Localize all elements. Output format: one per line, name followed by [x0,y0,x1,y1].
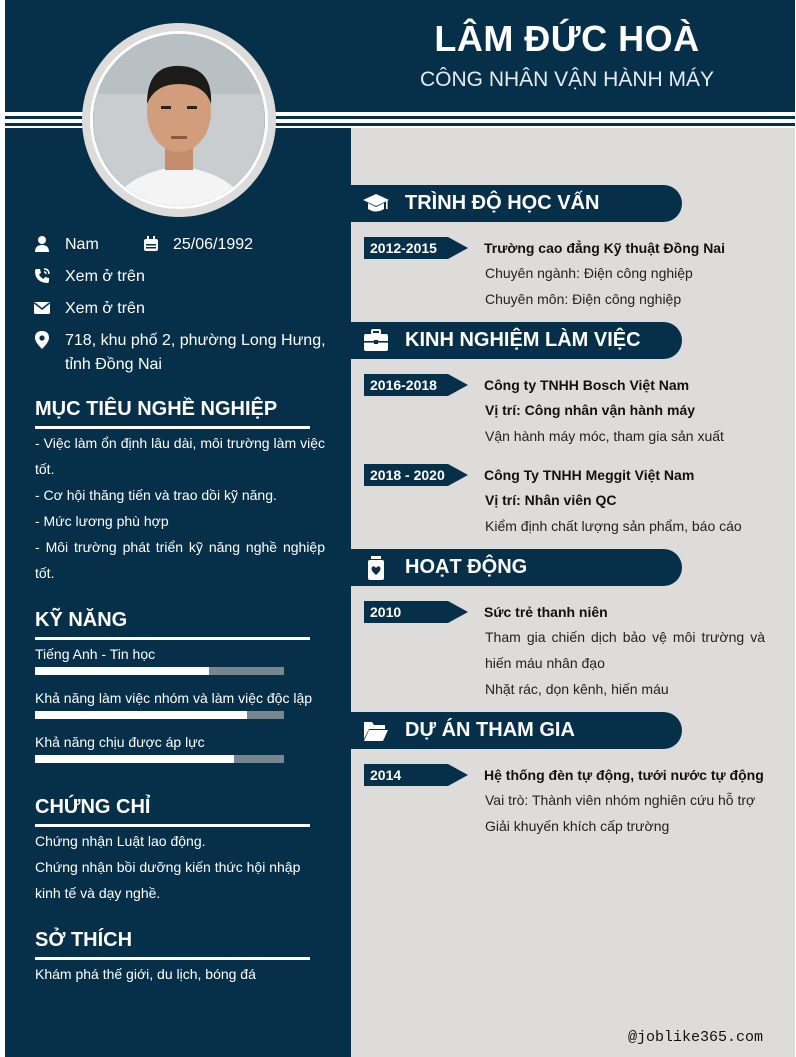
briefcase-icon [363,328,389,354]
skills-title: KỸ NĂNG [35,609,128,631]
date-label: 2012-2015 [370,240,437,256]
date-label: 2018 - 2020 [370,467,445,483]
job-position: Vị trí: Nhân viên QC [485,492,617,508]
email: Xem ở trên [65,300,145,317]
certificates-title: CHỨNG CHỈ [35,796,151,818]
birthday: 25/06/1992 [173,236,254,253]
skill-bar [35,755,284,763]
skill-bar-fill [35,755,234,763]
phone: Xem ở trên [65,268,145,285]
skill-label: Khả năng chịu được áp lực [35,734,205,750]
education-detail: Chuyên ngành: Điện công nghiệp [485,265,693,281]
phone-icon [33,267,51,285]
skill-label: Khả năng làm việc nhóm và làm việc độc lập [35,690,313,706]
project-detail: Vai trò: Thành viên nhóm nghiên cứu hỗ trợ [485,792,756,808]
activities-header [351,549,682,586]
education-detail: Chuyên môn: Điện công nghiệp [485,291,682,307]
date-label: 2010 [370,604,402,620]
certificates-rule [35,824,310,827]
date-label: 2014 [370,767,402,783]
graduation-cap-icon [363,191,389,217]
objective-rule [35,426,310,429]
project-name: Hệ thống đèn tự động, tưới nước tự động [484,767,764,783]
experience-title: KINH NGHIỆM LÀM VIỆC [405,329,641,351]
address-line-1: 718, khu phố 2, phường Long Hưng, [65,332,326,349]
email-icon [33,299,51,317]
activity-org: Sức trẻ thanh niên [484,604,608,620]
address-line-2: tỉnh Đồng Nai [65,356,162,373]
job-description: Vận hành máy móc, tham gia sản xuất [485,428,724,444]
candidate-name: LÂM ĐỨC HOÀ [434,18,700,59]
hobbies-title: SỞ THÍCH [35,929,133,951]
gender: Nam [65,236,99,253]
certificate-line: Chứng nhận bồi dưỡng kiến thức hội nhập kinh tế và dạy nghề. [35,859,301,901]
activity-badge-icon [363,555,389,581]
projects-title: DỰ ÁN THAM GIA [405,719,575,741]
education-header [351,185,682,222]
footer-watermark: @joblike365.com [628,1029,764,1046]
company-name: Công Ty TNHH Meggit Việt Nam [484,467,695,483]
education-title: TRÌNH ĐỘ HỌC VẤN [405,192,600,214]
skill-bar-fill [35,711,247,719]
certificate-line: Chứng nhận Luật lao động. [35,833,206,849]
calendar-icon [142,235,160,253]
objective-line: - Môi trường phát triển kỹ năng nghề nghiệp tốt. [35,539,325,581]
skill-bar-fill [35,667,209,675]
person-icon [33,235,51,253]
objective-title: MỤC TIÊU NGHỀ NGHIỆP [35,398,278,420]
skill-bar [35,667,284,675]
experience-header [351,322,682,359]
objective-line: - Cơ hội thăng tiến và trao dồi kỹ năng. [35,487,277,503]
job-description: Kiểm định chất lượng sản phẩm, báo cáo [485,518,742,534]
skills-rule [35,637,310,640]
profile-photo [90,31,268,209]
project-detail: Giải khuyến khích cấp trường [485,818,670,834]
date-label: 2016-2018 [370,377,437,393]
hobbies-text: Khám phá thế giới, du lịch, bóng đá [35,966,256,982]
left-sidebar [5,128,351,1057]
objective-line: - Việc làm ổn định lâu dài, môi trường làm việc tốt. [35,435,325,477]
school-name: Trường cao đẳng Kỹ thuật Đồng Nai [484,240,725,256]
skill-bar [35,711,284,719]
hobbies-rule [35,957,310,960]
skill-label: Tiếng Anh - Tin học [35,646,156,662]
location-pin-icon [33,331,51,349]
company-name: Công ty TNHH Bosch Việt Nam [484,377,690,393]
activity-detail: Tham gia chiến dịch bảo vệ môi trường và hiến máu nhân đạo [485,629,765,671]
job-position: Vị trí: Công nhân vận hành máy [485,402,696,418]
activities-title: HOẠT ĐỘNG [405,556,528,578]
projects-header [351,712,682,749]
objective-line: - Mức lương phù hợp [35,513,169,529]
job-title: CÔNG NHÂN VẬN HÀNH MÁY [419,68,715,91]
activity-detail: Nhặt rác, dọn kênh, hiến máu [485,681,669,697]
folder-open-icon [363,718,389,744]
